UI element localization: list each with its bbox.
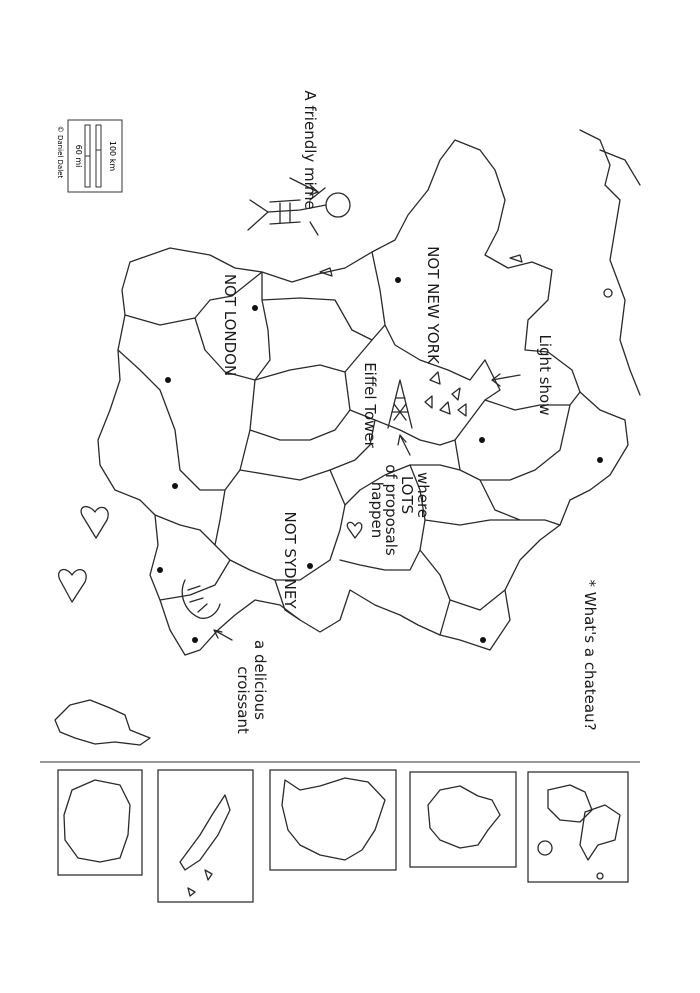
eiffel-tower-drawing (388, 380, 412, 428)
mime-label: A friendly mime (301, 90, 319, 210)
proposals-line-3: of proposals (382, 464, 400, 556)
not-new-york-label: NOT NEW YORK (424, 246, 442, 364)
light-show-rays (425, 372, 466, 416)
proposals-line-2: LOTS (398, 475, 416, 515)
light-show-label: Light show (536, 334, 554, 416)
scale-km: 100 km (108, 140, 117, 172)
not-sydney-label: NOT SYDNEY (281, 511, 299, 609)
heart-mid (81, 507, 108, 538)
map-credit: © Daniel Dalet (56, 125, 64, 179)
heart-small (347, 522, 362, 538)
inset-french-guiana (270, 770, 396, 870)
scale-bar (56, 120, 122, 192)
proposals-line-4: happen (368, 481, 386, 539)
scale-mi: 60 mi (74, 144, 83, 168)
mime-drawing (248, 188, 350, 235)
inset-martinique (410, 772, 516, 867)
corsica (55, 700, 150, 745)
heart-left (59, 570, 87, 602)
inset-boxes (58, 770, 628, 902)
eiffel-label: Eiffel Tower (361, 362, 379, 448)
island-3 (604, 289, 612, 297)
croissant-line-1: a delicious (251, 640, 269, 720)
island-2 (510, 255, 522, 262)
proposals-line-1: where (414, 471, 432, 519)
chateau-note: * What's a chateau? (581, 579, 599, 731)
croissant-line-2: croissant (234, 666, 252, 734)
not-london-label: NOT LONDON (221, 273, 239, 377)
inset-mayotte (158, 770, 253, 902)
